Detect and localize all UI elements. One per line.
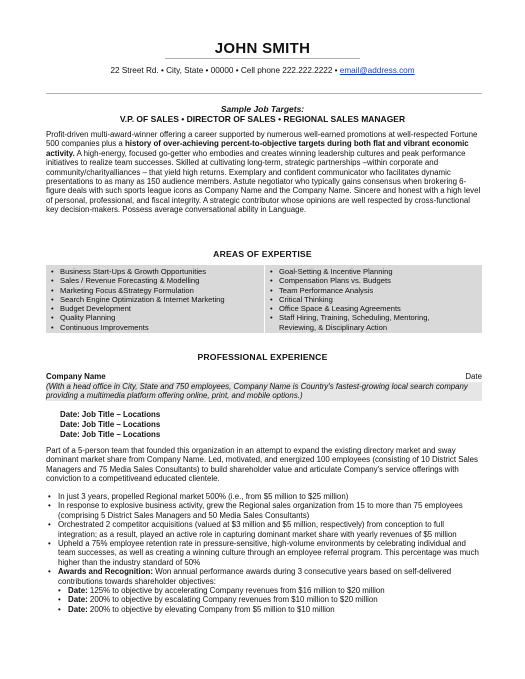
awards-text: Won annual performance awards during 3 consecutive years based on self-delivered contributions towards shareholder objectives: xyxy=(58,567,452,586)
contact-line xyxy=(0,66,525,75)
summary-body: A high-energy, focused go-getter who embodies and creates winning leadership cultures and peak performance initiatives to realize team successes. Skilled at cultivating long-term, strategic partnerships –within corporate and community/charityalliances – that yield high returns. Exemplary and confident communicator who facilitates dynamic presentations to as many as 150 audience members. Astute negotiator who typically gains consensus when brokering 6-figure deals with such sports league icons as Company Name and the Company Name. Sincere and honest with a high level of personal, professional, and fiscal integrity. A strategic contributor whose opinions are well respected by cross-functional key decision-makers. Possess average conversational ability in Language. xyxy=(46,148,481,215)
achievement-item: • Orchestrated 2 competitor acquisitions (valued at $3 million and $5 million, respectively) from conception to full integration; as a result, played an active role in capturing dominant market share with yearly revenues of $5 million xyxy=(46,520,482,539)
expertise-item: • Staff Hiring, Training, Scheduling, Mentoring, xyxy=(269,313,482,322)
job-targets: V.P. OF SALES • DIRECTOR OF SALES • REGIONAL SALES MANAGER xyxy=(119,114,406,124)
expertise-box xyxy=(46,265,482,333)
expertise-item: • Goal-Setting & Incentive Planning xyxy=(269,267,482,276)
expertise-item: • Compensation Plans vs. Budgets xyxy=(269,276,482,285)
expertise-right-column xyxy=(264,265,482,333)
expertise-item: • Sales / Revenue Forecasting & Modelling xyxy=(50,276,264,285)
job-title-line: Date: Job Title – Locations xyxy=(60,420,161,430)
award-item xyxy=(58,595,482,604)
expertise-item: • Continuous Improvements xyxy=(50,323,264,332)
award-item xyxy=(58,586,482,595)
name-divider xyxy=(165,58,360,59)
job-title-list xyxy=(60,410,160,441)
company-date: Date xyxy=(465,372,482,381)
expertise-item: • Office Space & Leasing Agreements xyxy=(269,304,482,313)
experience-heading: PROFESSIONAL EXPERIENCE xyxy=(197,352,328,362)
expertise-item: • Budget Development xyxy=(50,304,264,313)
summary-intro: Profit-driven multi-award-winner offering a career supported by numerous well-earned promotions at well-respected Fortune 500 companies plus a xyxy=(46,130,478,149)
job-targets-label: Sample Job Targets: xyxy=(220,104,305,114)
award-text: 200% to objective by escalating Company revenues from $10 million to $20 million xyxy=(87,595,378,605)
expertise-item-continued: Reviewing, & Disciplinary Action xyxy=(279,322,388,332)
awards-list xyxy=(58,586,482,614)
expertise-item: • Team Performance Analysis xyxy=(269,286,482,295)
candidate-name: JOHN SMITH xyxy=(214,40,311,57)
achievement-item: • In just 3 years, propelled Regional market 500% (i.e., from $5 million to $25 million) xyxy=(46,492,482,501)
awards-label: Awards and Recognition: xyxy=(58,567,153,577)
company-description: (With a head office in City, State and 750 employees, Company Name is Country's fastest-growing local search company providing a multimedia platform offering online, print, and mobile options.) xyxy=(46,382,482,401)
expertise-item: • Search Engine Optimization & Internet Marketing xyxy=(50,295,264,304)
job-title-line: Date: Job Title – Locations xyxy=(60,430,161,440)
awards-item xyxy=(46,567,482,614)
award-date: Date: xyxy=(68,586,88,596)
expertise-item: • Quality Planning xyxy=(50,313,264,322)
award-text: 125% to objective by accelerating Company revenues from $16 million to $20 million xyxy=(87,586,385,596)
expertise-item: • Business Start-Ups & Growth Opportunities xyxy=(50,267,264,276)
expertise-item: • Critical Thinking xyxy=(269,295,482,304)
award-item xyxy=(58,605,482,614)
job-title-line: Date: Job Title – Locations xyxy=(60,410,161,419)
award-date: Date: xyxy=(68,595,88,605)
profile-summary xyxy=(46,130,482,215)
company-name: Company Name xyxy=(46,372,106,381)
award-text: 200% to objective by elevating Company from $5 million to $10 million xyxy=(87,604,335,614)
email-link[interactable]: email@address.com xyxy=(339,66,415,75)
expertise-item: • Marketing Focus &Strategy Formulation xyxy=(50,286,264,295)
expertise-left-column xyxy=(46,265,264,333)
company-row xyxy=(46,372,482,381)
award-date: Date: xyxy=(68,604,88,614)
achievement-item: • In response to explosive business activity, grew the Regional sales organization from 15 to more than 75 employees (comprising 5 District Sales Managers and 50 Media Sales Consultants) xyxy=(46,501,482,520)
summary-highlight: history of over-achieving percent-to-objective targets during both flat and vibrant economic activity. xyxy=(46,139,469,158)
achievement-list xyxy=(46,492,482,614)
header-divider xyxy=(46,93,482,94)
achievement-item: • Upheld a 75% employee retention rate in pressure-sensitive, high-volume environments by celebrating individual and team successes, as well as creating a winning culture through an employee referral program. This percentage was much higher than the industry standard of 50% xyxy=(46,539,482,567)
contact-details: 22 Street Rd. • City, State • 00000 • Cell phone 222.222.2222 • xyxy=(110,66,338,75)
expertise-heading: AREAS OF EXPERTISE xyxy=(213,249,312,259)
role-overview: Part of a 5-person team that founded this organization in an attempt to expand the existing directory market and sway dominant market share from Company Name. Led, motivated, and energized 100 employees (consisting of 10 District Sales Managers and 75 Media Sales Consultants) to build shareholder value and articulate Company's service offerings with conviction to a competitiveand educated clientele. xyxy=(46,446,479,484)
